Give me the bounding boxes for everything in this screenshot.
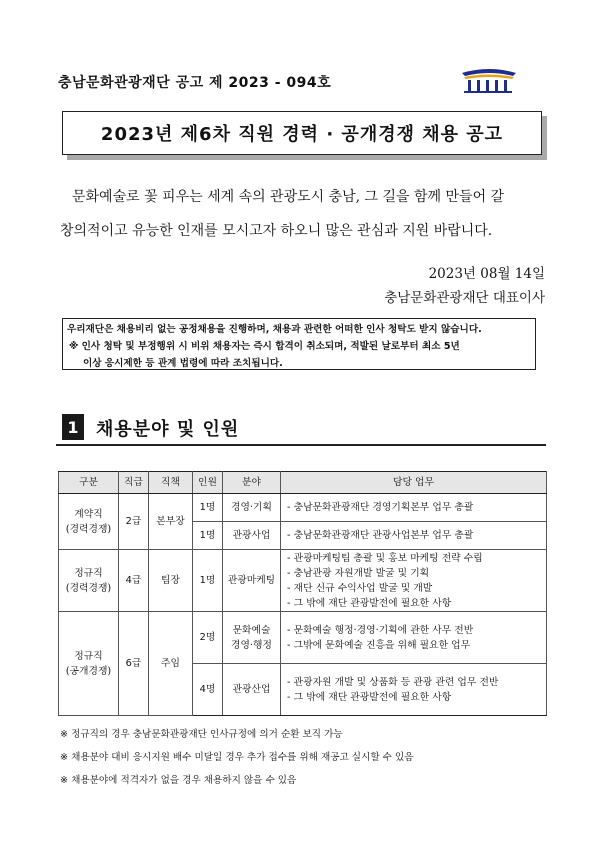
duty-item: - 그 밖에 재단 관광발전에 필요한 사항 — [287, 691, 452, 703]
grade-cell: 2급 — [119, 494, 149, 550]
intro-paragraph — [60, 180, 550, 248]
duty-item: - 문화예술 행정·경영·기획에 관한 사무 전반 — [287, 624, 474, 636]
count-cell: 2명 — [193, 612, 223, 664]
duty-item: - 충남문화관광재단 경영기획본부 업무 총괄 — [287, 502, 474, 513]
foundation-logo — [458, 66, 520, 94]
duty-cell — [281, 664, 547, 716]
duty-item: - 재단 신규 수익사업 발굴 및 개발 — [287, 582, 433, 594]
duty-item: - 충남문화관광재단 관광사업본부 업무 총괄 — [287, 530, 474, 541]
footnotes — [60, 723, 414, 792]
duty-item: - 그 밖에 재단 관광발전에 필요한 사항 — [287, 597, 452, 609]
col-header: 담당 업무 — [281, 472, 547, 494]
ethics-line-1: 우리재단은 채용비리 없는 공정채용을 진행하며, 채용과 관련한 어떠한 인사 청탁도 받지 않습니다. — [67, 324, 482, 335]
intro-line-1: 문화예술로 꽃 피우는 세계 속의 관광도시 충남, 그 길을 함께 만들어 갈 — [72, 189, 505, 205]
footnote: ※ 채용분야에 적격자가 없을 경우 채용하지 않을 수 있음 — [60, 775, 297, 786]
field-cell: 관광사업 — [223, 522, 281, 550]
field-cell: 관광산업 — [223, 664, 281, 716]
field-cell: 문화예술 경영·행정 — [223, 612, 281, 664]
col-header: 분야 — [223, 472, 281, 494]
position-cell: 본부장 — [149, 494, 193, 550]
duty-item: - 충남관광 자원개발 발굴 및 기획 — [287, 567, 430, 579]
table-row — [59, 494, 547, 522]
count-cell: 1명 — [193, 522, 223, 550]
category-cell: 계약직 (경력경쟁) — [59, 494, 119, 550]
section-title: 채용분야 및 인원 — [96, 419, 240, 440]
intro-line-2: 창의적이고 유능한 인재를 모시고자 하오니 많은 관심과 지원 바랍니다. — [60, 223, 493, 239]
notice-date: 2023년 08월 14일 — [428, 266, 545, 282]
grade-cell: 6급 — [119, 612, 149, 716]
count-cell: 1명 — [193, 550, 223, 612]
position-cell: 주임 — [149, 612, 193, 716]
field-cell: 경영·기획 — [223, 494, 281, 522]
table-row — [59, 550, 547, 612]
category-cell: 정규직 (경력경쟁) — [59, 550, 119, 612]
duty-cell — [281, 522, 547, 550]
footnote: ※ 정규직의 경우 충남문화관광재단 인사규정에 의거 순환 보직 가능 — [60, 729, 343, 740]
count-cell: 1명 — [193, 494, 223, 522]
count-cell: 4명 — [193, 664, 223, 716]
duty-cell — [281, 494, 547, 522]
table-row — [59, 612, 547, 664]
duty-item: - 그밖에 문화예술 진흥을 위해 필요한 업무 — [287, 639, 471, 651]
position-cell: 팀장 — [149, 550, 193, 612]
ethics-line-3: 이상 응시제한 등 관계 법령에 따라 조치됩니다. — [83, 358, 283, 369]
duty-cell — [281, 612, 547, 664]
col-header: 구분 — [59, 472, 119, 494]
ethics-notice-box — [62, 318, 536, 370]
category-cell: 정규직 (공개경쟁) — [59, 612, 119, 716]
ethics-line-2: ※ 인사 청탁 및 부정행위 시 비위 채용자는 즉시 합격이 취소되며, 적발된 날로부터 최소 5년 — [69, 341, 460, 352]
grade-cell: 4급 — [119, 550, 149, 612]
recruitment-table — [58, 471, 547, 716]
field-cell: 관광마케팅 — [223, 550, 281, 612]
col-header: 인원 — [193, 472, 223, 494]
col-header: 직급 — [119, 472, 149, 494]
section-rule — [56, 444, 546, 446]
col-header: 직책 — [149, 472, 193, 494]
page-title: 2023년 제6차 직원 경력 · 공개경쟁 채용 공고 — [62, 111, 542, 155]
issuer: 충남문화관광재단 대표이사 — [384, 290, 545, 306]
duty-cell — [281, 550, 547, 612]
notice-number: 충남문화관광재단 공고 제 2023 - 094호 — [58, 75, 332, 91]
duty-item: - 관광자원 개발 및 상품화 등 관광 관련 업무 전반 — [287, 676, 499, 688]
section-number: 1 — [62, 414, 84, 440]
footnote: ※ 채용분야 대비 응시지원 배수 미달일 경우 추가 접수를 위해 재공고 실시할 수 있음 — [60, 752, 414, 763]
duty-item: - 관광마케팅팀 총괄 및 홍보 마케팅 전략 수립 — [287, 552, 483, 564]
table-header-row — [59, 472, 547, 494]
section-heading — [56, 414, 546, 444]
